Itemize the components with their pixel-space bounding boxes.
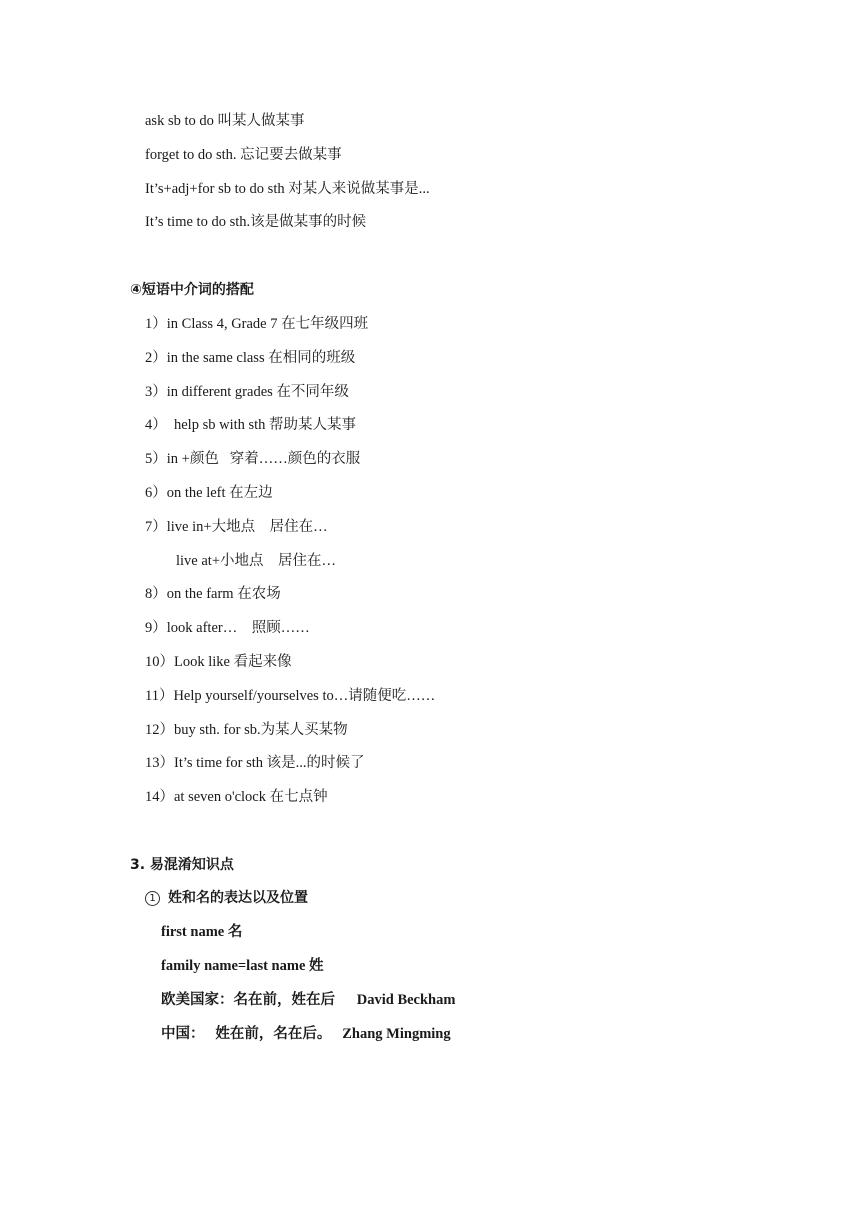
circled-number: 1 bbox=[145, 891, 160, 906]
sub-heading bbox=[145, 888, 308, 908]
section-heading: 3. 易混淆知识点 bbox=[130, 857, 234, 873]
list-item: live at+小地点 居住在… bbox=[176, 553, 337, 569]
list-item: 10）Look like 看起来像 bbox=[145, 654, 292, 670]
list-item: 2）in the same class 在相同的班级 bbox=[145, 350, 356, 366]
list-item: 8）on the farm 在农场 bbox=[145, 586, 281, 602]
name-line: first name 名 bbox=[161, 924, 243, 940]
phrase-line: ask sb to do 叫某人做某事 bbox=[145, 113, 305, 129]
sub-heading-text: 姓和名的表达以及位置 bbox=[168, 890, 308, 906]
list-item: 1）in Class 4, Grade 7 在七年级四班 bbox=[145, 316, 369, 332]
list-item: 13）It’s time for sth 该是...的时候了 bbox=[145, 755, 365, 771]
name-line: family name=last name 姓 bbox=[161, 958, 324, 974]
list-item: 12）buy sth. for sb.为某人买某物 bbox=[145, 722, 348, 738]
list-item: 5）in +颜色 穿着……颜色的衣服 bbox=[145, 451, 361, 467]
list-item: 14）at seven o'clock 在七点钟 bbox=[145, 789, 328, 805]
list-item: 3）in different grades 在不同年级 bbox=[145, 384, 349, 400]
list-item: 9）look after… 照顾…… bbox=[145, 620, 310, 636]
phrase-line: forget to do sth. 忘记要去做某事 bbox=[145, 147, 342, 163]
name-line: 欧美国家：名在前，姓在后 David Beckham bbox=[161, 992, 456, 1008]
list-item: 11）Help yourself/yourselves to…请随便吃…… bbox=[145, 688, 436, 704]
phrase-line: It’s time to do sth.该是做某事的时候 bbox=[145, 214, 367, 230]
name-line: 中国： 姓在前，名在后。 Zhang Mingming bbox=[161, 1026, 451, 1042]
section-heading: ④短语中介词的搭配 bbox=[130, 282, 254, 298]
list-item: 4） help sb with sth 帮助某人某事 bbox=[145, 417, 357, 433]
list-item: 7）live in+大地点 居住在… bbox=[145, 519, 328, 535]
phrase-line: It’s+adj+for sb to do sth 对某人来说做某事是... bbox=[145, 181, 430, 197]
list-item: 6）on the left 在左边 bbox=[145, 485, 273, 501]
